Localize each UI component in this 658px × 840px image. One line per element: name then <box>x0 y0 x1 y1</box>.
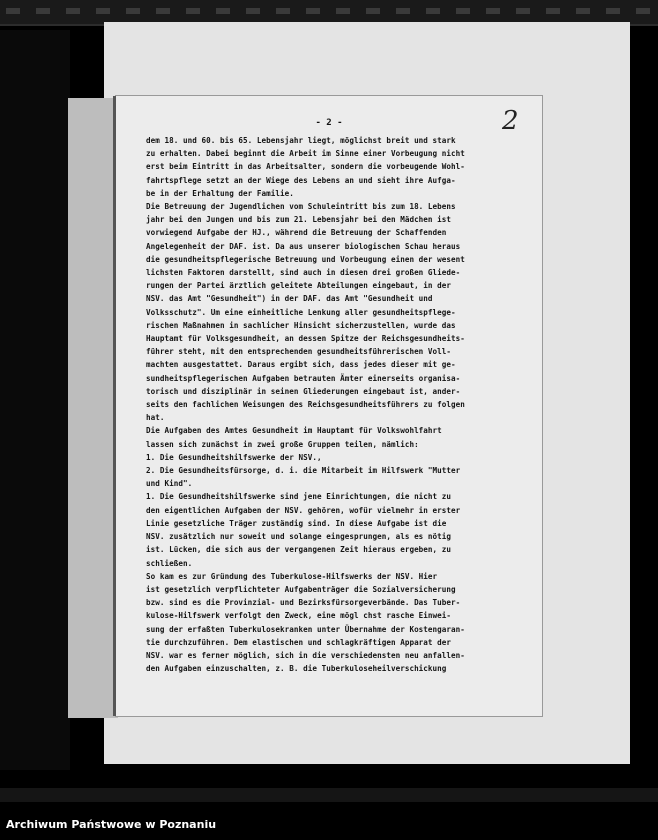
film-perforation <box>486 8 500 14</box>
film-perforation <box>396 8 410 14</box>
text-line: Die Betreuung der Jugendlichen vom Schuleintritt bis zum 18. Lebens <box>146 202 456 212</box>
film-perforation <box>216 8 230 14</box>
text-line: und Kind". <box>146 479 193 489</box>
archive-label: Archiwum Państwowe w Poznaniu <box>6 818 217 831</box>
text-line: sundheitspflegerischen Aufgaben betrauten Ämter einerseits organisa- <box>146 373 461 383</box>
text-line: fahrtspflege setzt an der Wiege des Lebens an und sieht ihre Aufga- <box>146 175 456 185</box>
text-line: ist gesetzlich verpflichteter Aufgabenträger die Sozialversicherung <box>146 584 456 594</box>
text-line: rischen Maßnahmen in sachlicher Hinsicht sicherzustellen, wurde das <box>146 320 456 330</box>
film-perforation <box>606 8 620 14</box>
text-line: Angelegenheit der DAF. ist. Da aus unserer biologischen Schau heraus <box>146 241 461 251</box>
text-line: be in der Erhaltung der Familie. <box>146 188 294 198</box>
page-number: - 2 - <box>315 118 343 128</box>
page-spine <box>68 98 118 718</box>
text-line: kulose-Hilfswerk verfolgt den Zweck, eine mögl chst rasche Einwei- <box>146 611 452 621</box>
text-line: tie durchzuführen. Dem elastischen und schlagkräftigen Apparat der <box>146 637 452 647</box>
text-line: die gesundheitspflegerische Betreuung und Vorbeugung einen der wesent <box>146 254 465 264</box>
text-line: lassen sich zunächst in zwei große Gruppen teilen, nämlich: <box>146 439 419 449</box>
film-perforation <box>156 8 170 14</box>
text-line: 1. Die Gesundheitshilfswerke der NSV., <box>146 452 322 462</box>
text-line: Hauptamt für Volksgesundheit, an dessen Spitze der Reichsgesundheits- <box>146 334 465 344</box>
film-perforation <box>96 8 110 14</box>
text-line: rungen der Partei ärztlich geleitete Abteilungen eingebaut, in der <box>146 281 452 291</box>
handwritten-page-number: 2 <box>502 106 519 136</box>
text-line: So kam es zur Gründung des Tuberkulose-Hilfswerks der NSV. Hier <box>146 571 438 581</box>
text-line: führer steht, mit den entsprechenden gesundheitsführerischen Voll- <box>146 347 452 357</box>
text-line: 1. Die Gesundheitshilfswerke sind jene Einrichtungen, die nicht zu <box>146 492 452 502</box>
film-strip-bottom <box>0 788 658 802</box>
text-line: den eigentlichen Aufgaben der NSV. gehören, wofür vielmehr in erster <box>146 505 461 515</box>
text-line: NSV. zusätzlich nur soweit und solange eingesprungen, als es nötig <box>146 532 452 542</box>
text-line: NSV. das Amt "Gesundheit") in der DAF. das Amt "Gesundheit und <box>146 294 433 304</box>
film-perforation <box>456 8 470 14</box>
text-line: jahr bei den Jungen und bis zum 21. Lebensjahr bei den Mädchen ist <box>146 215 452 225</box>
text-line: Linie gesetzliche Träger zuständig sind. In diese Aufgabe ist die <box>146 518 447 528</box>
film-perforation <box>546 8 560 14</box>
film-perforation <box>366 8 380 14</box>
film-left-edge <box>0 30 70 770</box>
film-perforation <box>636 8 650 14</box>
text-line: machten ausgestattet. Daraus ergibt sich, dass jedes dieser mit ge- <box>146 360 456 370</box>
film-perforation <box>6 8 20 14</box>
film-perforation <box>276 8 290 14</box>
text-line: ist. Lücken, die sich aus der vergangenen Zeit hieraus ergeben, zu <box>146 545 452 555</box>
text-line: schließen. <box>146 558 193 568</box>
text-line: den Aufgaben einzuschalten, z. B. die Tuberkuloseheilverschickung <box>146 664 447 674</box>
text-line: torisch und disziplinär in seinen Gliederungen eingebaut ist, ander- <box>146 386 461 396</box>
text-line: erst beim Eintritt in das Arbeitsalter, sondern die vorbeugende Wohl- <box>146 162 465 172</box>
film-perforation <box>126 8 140 14</box>
text-line: lichsten Faktoren darstellt, sind auch in diesen drei großen Gliede- <box>146 268 461 278</box>
film-perforation <box>306 8 320 14</box>
text-line: seits den fachlichen Weisungen des Reichsgesundheitsführers zu folgen <box>146 400 465 410</box>
text-line: 2. Die Gesundheitsfürsorge, d. i. die Mitarbeit im Hilfswerk "Mutter <box>146 466 461 476</box>
text-line: dem 18. und 60. bis 65. Lebensjahr liegt, möglichst breit und stark <box>146 136 456 145</box>
film-perforation <box>426 8 440 14</box>
film-perforation <box>516 8 530 14</box>
film-perforation <box>576 8 590 14</box>
text-line: NSV. war es ferner möglich, sich in die verschiedensten neu anfallen- <box>146 650 465 660</box>
text-line: bzw. sind es die Provinzial- und Bezirksfürsorgeverbände. Das Tuber- <box>146 598 461 608</box>
text-line: vorwiegend Aufgabe der HJ., während die Betreuung der Schaffenden <box>146 228 447 238</box>
film-perforation <box>66 8 80 14</box>
film-perforation <box>36 8 50 14</box>
film-perforation <box>336 8 350 14</box>
text-line: sung der erfaßten Tuberkulosekranken unter Übernahme der Kostengaran- <box>146 624 465 634</box>
text-line: Volksschutz". Um eine einheitliche Lenkung aller gesundheitspflege- <box>146 307 456 317</box>
typed-document-page <box>116 96 542 716</box>
text-line: zu erhalten. Dabei beginnt die Arbeit im Sinne einer Vorbeugung nicht <box>146 149 465 159</box>
document-body <box>146 134 538 675</box>
film-perforation <box>186 8 200 14</box>
text-line: hat. <box>146 413 165 423</box>
film-perforation <box>246 8 260 14</box>
text-line: Die Aufgaben des Amtes Gesundheit im Hauptamt für Volkswohlfahrt <box>146 426 442 436</box>
